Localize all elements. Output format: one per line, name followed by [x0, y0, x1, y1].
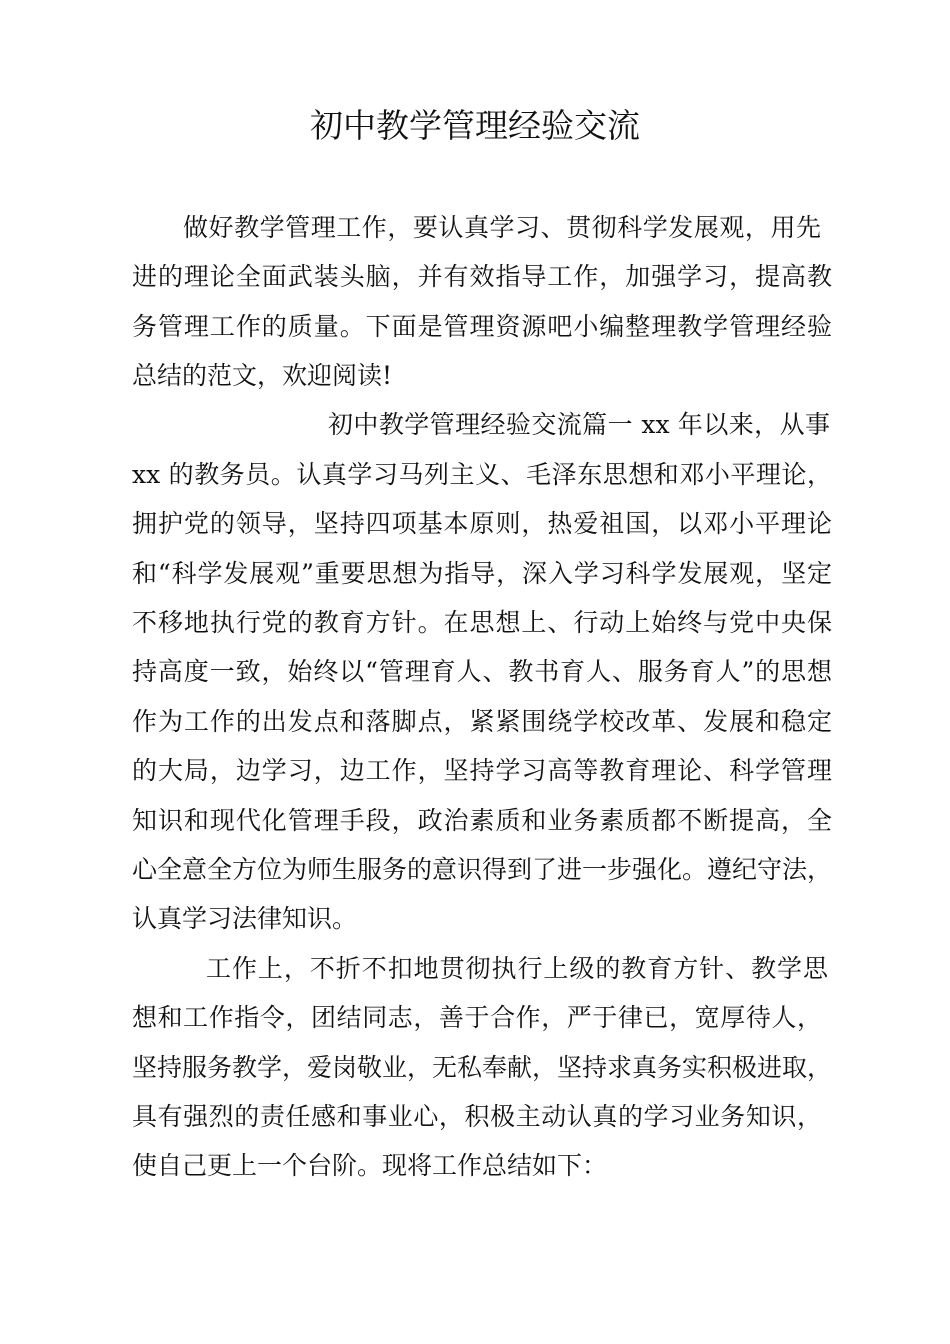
paragraph-line: 拥护党的领导，坚持四项基本原则，热爱祖国，以邓小平理论 [132, 509, 832, 538]
paragraph-line: 和“科学发展观”重要思想为指导，深入学习科学发展观，坚定 [132, 559, 832, 588]
paragraph-line: 总结的范文，欢迎阅读! [132, 361, 393, 390]
paragraph-line: 进的理论全面武装头脑，并有效指导工作，加强学习，提高教 [132, 262, 832, 291]
paragraph-line: 持高度一致，始终以“管理育人、教书育人、服务育人”的思想 [132, 657, 832, 686]
paragraph-line: 不移地执行党的教育方针。在思想上、行动上始终与党中央保 [132, 608, 832, 637]
paragraph-line: 坚持服务教学，爱岗敬业，无私奉献，坚持求真务实积极进取， [132, 1053, 833, 1082]
paragraph-line: 想和工作指令，团结同志，善于合作，严于律已，宽厚待人， [132, 1003, 822, 1032]
paragraph-line: 的大局，边学习，边工作，坚持学习高等教育理论、科学管理 [132, 756, 832, 785]
paragraph-line: 使自己更上一个台阶。现将工作总结如下： [132, 1151, 608, 1180]
paragraph-line: 心全意全方位为师生服务的意识得到了进一步强化。遵纪守法， [132, 855, 833, 884]
paragraph-line: 工作上，不折不扣地贯彻执行上级的教育方针、教学思 [206, 954, 828, 983]
paragraph-line: 初中教学管理经验交流篇一 xx 年以来，从事 [328, 410, 830, 439]
paragraph-line: 务管理工作的质量。下面是管理资源吧小编整理教学管理经验 [132, 312, 832, 341]
document-title: 初中教学管理经验交流 [310, 106, 640, 145]
paragraph-line: 认真学习法律知识。 [132, 904, 358, 933]
paragraph-line: 做好教学管理工作，要认真学习、贯彻科学发展观，用先 [183, 213, 821, 242]
paragraph-line: xx 的教务员。认真学习马列主义、毛泽东思想和邓小平理论， [132, 460, 832, 489]
paragraph-line: 具有强烈的责任感和事业心，积极主动认真的学习业务知识， [132, 1102, 822, 1131]
paragraph-line: 知识和现代化管理手段，政治素质和业务素质都不断提高，全 [132, 806, 832, 835]
paragraph-line: 作为工作的出发点和落脚点，紧紧围绕学校改革、发展和稳定 [132, 707, 832, 736]
